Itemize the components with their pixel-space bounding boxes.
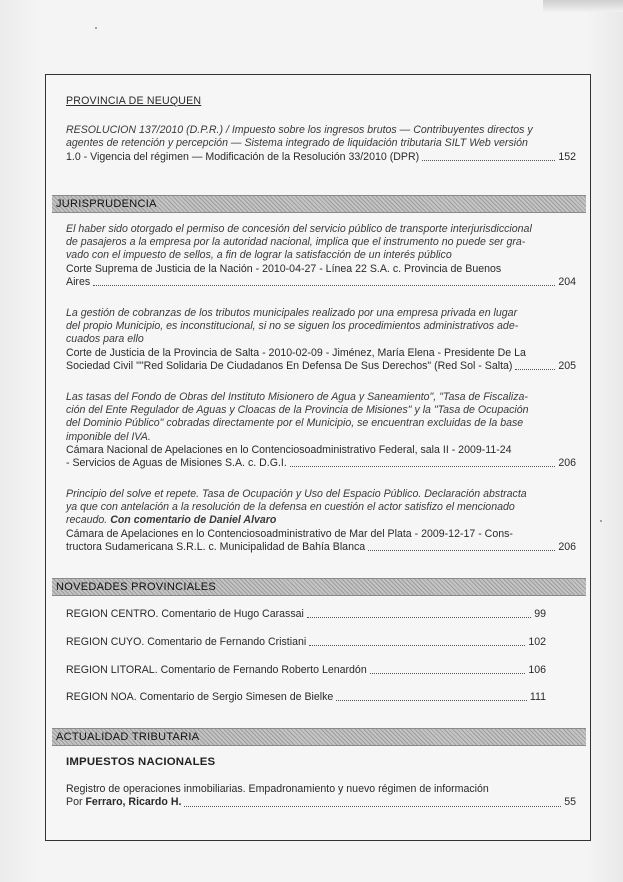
leader-dots xyxy=(368,550,555,551)
page-number: 205 xyxy=(558,359,576,372)
leader-dots xyxy=(290,466,556,467)
jurisprudencia-item xyxy=(66,307,576,373)
item-summary-line: La gestión de cobranzas de los tributos municipales realizado por una empresa privada en lugar xyxy=(66,307,518,319)
region-name: REGION CUYO. xyxy=(66,636,145,648)
band-label: NOVEDADES PROVINCIALES xyxy=(56,581,217,593)
leader-dots xyxy=(422,160,555,161)
scan-speck xyxy=(95,27,97,29)
page-number: 206 xyxy=(558,540,576,553)
province-section xyxy=(66,95,576,164)
item-court-line: Cámara Nacional de Apelaciones en lo Contenciosoadministrativo Federal, sala II - 2009-11-24 xyxy=(66,443,512,456)
jurisprudencia-band xyxy=(52,195,586,213)
region-name: REGION LITORAL. xyxy=(66,664,158,676)
region-entry xyxy=(66,608,546,621)
region-entry xyxy=(66,691,546,704)
item-court-last-row xyxy=(66,541,576,554)
subheading: IMPUESTOS NACIONALES xyxy=(66,756,216,768)
leader-dots xyxy=(184,806,561,807)
leader-dots xyxy=(515,369,555,370)
item-summary-line: del propio Municipio, es inconstitucional, si no se siguen los procedimientos administrativos ade- xyxy=(66,320,519,333)
leader-dots xyxy=(309,645,525,646)
province-entry-last: 1.0 - Vigencia del régimen — Modificación de la Resolución 33/2010 (DPR) xyxy=(66,150,420,163)
region-entry xyxy=(66,636,546,649)
region-entry xyxy=(66,664,546,677)
band-label: JURISPRUDENCIA xyxy=(56,198,157,210)
by-label: Por xyxy=(66,796,83,809)
page-number: 206 xyxy=(558,457,576,470)
actualidad-entry-line: Registro de operaciones inmobiliarias. Empadronamiento y nuevo régimen de información xyxy=(66,783,489,796)
item-summary-line: vado con el impuesto de sellos, a fin de lograr la satisfacción de un interés público xyxy=(66,249,452,262)
item-summary-line: cuados para ello xyxy=(66,333,144,346)
region-name: REGION NOA. xyxy=(66,691,137,703)
province-heading: PROVINCIA DE NEUQUEN xyxy=(66,95,202,107)
page-number: 102 xyxy=(528,636,546,648)
item-court-line: Cámara de Apelaciones en lo Contenciosoadministrativo de Mar del Plata - 2009-12-17 - Cons- xyxy=(66,527,513,540)
item-summary-line: ya que con antelación a la resolución de la defensa en cuestión el actor satisfizo el mencionado xyxy=(66,501,515,514)
item-court-last-row xyxy=(66,457,576,470)
jurisprudencia-item xyxy=(66,488,576,554)
item-summary-line: Principio del solve et repete. Tasa de Ocupación y Uso del Espacio Público. Declaración abstracta xyxy=(66,488,527,500)
item-summary-line: ción del Ente Regulador de Aguas y Cloacas de la Provincia de Misiones" y la "Tasa de Ocupación xyxy=(66,404,529,417)
item-court-line: Corte de Justicia de la Provincia de Salta - 2010-02-09 - Jiménez, María Elena - Presidente De La xyxy=(66,346,526,359)
item-court-last: Sociedad Civil ""Red Solidaria De Ciudadanos En Defensa De Sus Derechos" (Red Sol - Salta) xyxy=(66,359,513,372)
page-number: 152 xyxy=(558,150,576,163)
index-frame xyxy=(45,74,591,841)
page-number: 99 xyxy=(534,608,546,620)
actualidad-author-row xyxy=(66,796,576,809)
region-name: REGION CENTRO. xyxy=(66,608,159,620)
item-summary-line: del Dominio Público" cobradas directamente por el Municipio, se encuentran excluidas de la base xyxy=(66,417,524,430)
region-comment: Comentario de Fernando Roberto Lenardón xyxy=(160,664,367,676)
item-court-last: - Servicios de Aguas de Misiones S.A. c. D.G.I. xyxy=(66,457,287,470)
page-number: 111 xyxy=(529,691,546,703)
item-summary-tail: recaudo. xyxy=(66,514,108,527)
leader-dots xyxy=(370,673,526,674)
leader-dots xyxy=(307,617,531,618)
item-court-last-row xyxy=(66,360,576,373)
item-summary-line: El haber sido otorgado el permiso de concesión del servicio público de transporte interjurisdiccional xyxy=(66,223,532,235)
item-summary-line: imponible del IVA. xyxy=(66,430,151,443)
item-summary-line: de pasajeros a la empresa por la autoridad nacional, implica que el instrumento no puede ser gra- xyxy=(66,236,526,249)
region-comment: Comentario de Sergio Simesen de Bielke xyxy=(139,691,334,703)
scan-speck xyxy=(600,520,602,522)
leader-dots xyxy=(336,700,527,701)
page-number: 106 xyxy=(528,664,546,676)
item-court-last: Aires xyxy=(66,275,91,288)
page-corner-shadow xyxy=(543,0,623,12)
comment-label: Con comentario de Daniel Alvaro xyxy=(110,514,277,527)
province-entry-line: RESOLUCION 137/2010 (D.P.R.) / Impuesto sobre los ingresos brutos — Contribuyentes directos y xyxy=(66,124,533,137)
item-court-line: Corte Suprema de Justicia de la Nación - 2010-04-27 - Línea 22 S.A. c. Provincia de Buenos xyxy=(66,262,502,275)
item-court-last: tructora Sudamericana S.R.L. c. Municipalidad de Bahía Blanca xyxy=(66,540,366,553)
author-name: Ferraro, Ricardo H. xyxy=(85,796,182,809)
item-summary-tail-row xyxy=(66,514,576,527)
actualidad-section xyxy=(66,756,576,810)
jurisprudencia-item xyxy=(66,391,576,470)
item-summary-line: Las tasas del Fondo de Obras del Instituto Misionero de Agua y Saneamiento", "Tasa de Fiscaliza- xyxy=(66,391,528,403)
item-court-last-row xyxy=(66,276,576,289)
page-number: 55 xyxy=(564,796,576,809)
page-number: 204 xyxy=(558,275,576,288)
province-entry-last-row xyxy=(66,151,576,164)
region-comment: Comentario de Hugo Carassai xyxy=(161,608,304,620)
novedades-band xyxy=(52,578,586,596)
actualidad-band xyxy=(52,728,586,746)
band-label: ACTUALIDAD TRIBUTARIA xyxy=(56,731,200,743)
region-comment: Comentario de Fernando Cristiani xyxy=(147,636,307,648)
leader-dots xyxy=(93,285,555,286)
province-entry-line: agentes de retención y percepción — Sistema integrado de liquidación tributaria SILT Web versión xyxy=(66,137,528,150)
jurisprudencia-item xyxy=(66,223,576,289)
